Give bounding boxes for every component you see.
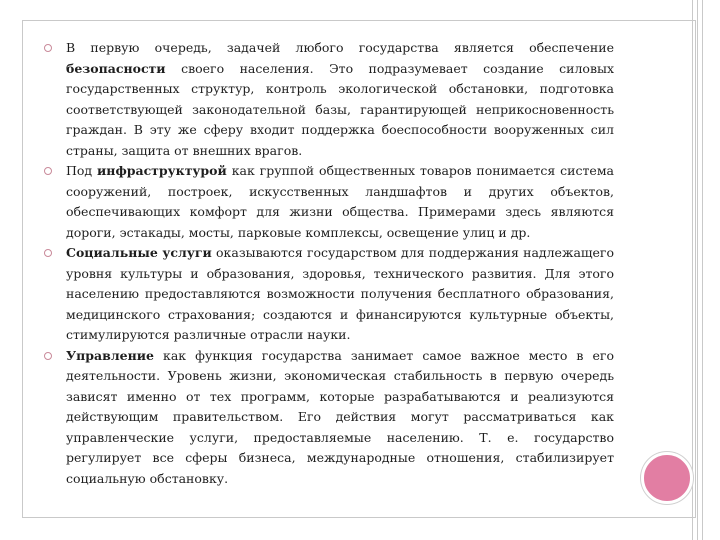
bullet-icon (44, 44, 52, 52)
bullet-item-social-services (44, 243, 614, 346)
bullet-item-governance (44, 346, 614, 490)
item-prefix: Под (66, 163, 98, 178)
item-term: Управление (66, 347, 154, 363)
item-term: инфраструктурой (97, 163, 227, 178)
item-text: как функция государства занимает самое важное место в его деятельности. Уровень жизни, экономическая стабильность в первую очередь зависят именно от тех программ, которые разрабатываются и реализуются действующим правительством. Его действия могут рассматриваться как управленческие услуги, предоставляемые населению. Т. е. государство регулирует все сферы бизнеса, международные отношения, стабилизирует социальную обстановку. (66, 347, 614, 486)
bullet-item-infrastructure (44, 161, 614, 243)
item-text: оказываются государством для поддержания надлежащего уровня культуры и образования, здоровья, технического развития. Для этого населению предоставляются возможности получения бесплатного образования, медицинского страхования; создаются и финансируются культурные объекты, стимулируются различные отрасли науки. (66, 245, 614, 342)
decorative-rails (684, 0, 720, 540)
item-term: безопасности (66, 60, 166, 76)
item-text: как группой общественных товаров понимается система сооружений, построек, искусственных ландшафтов и других объектов, обеспечивающих комфорт для жизни общества. Примерами здесь являются дороги, эстакады, мосты, парковые комплексы, освещение улиц и др. (66, 163, 614, 240)
decorative-circle (641, 452, 693, 504)
bullet-icon (44, 167, 52, 175)
bullet-icon (44, 249, 52, 257)
bullet-icon (44, 352, 52, 360)
item-text: своего населения. Это подразумевает создание силовых государственных структур, контроль экологической обстановки, подготовка соответствующей законодательной базы, гарантирующей неприкосновенность граждан. В эту же сферу входит поддержка боеспособности вооруженных сил страны, защита от внешних врагов. (66, 60, 614, 158)
item-term: Социальные услуги (66, 245, 212, 260)
bullet-item-security (44, 38, 614, 161)
item-prefix: В первую очередь, задачей любого государства является обеспечение (66, 40, 614, 55)
slide-body (44, 38, 614, 489)
